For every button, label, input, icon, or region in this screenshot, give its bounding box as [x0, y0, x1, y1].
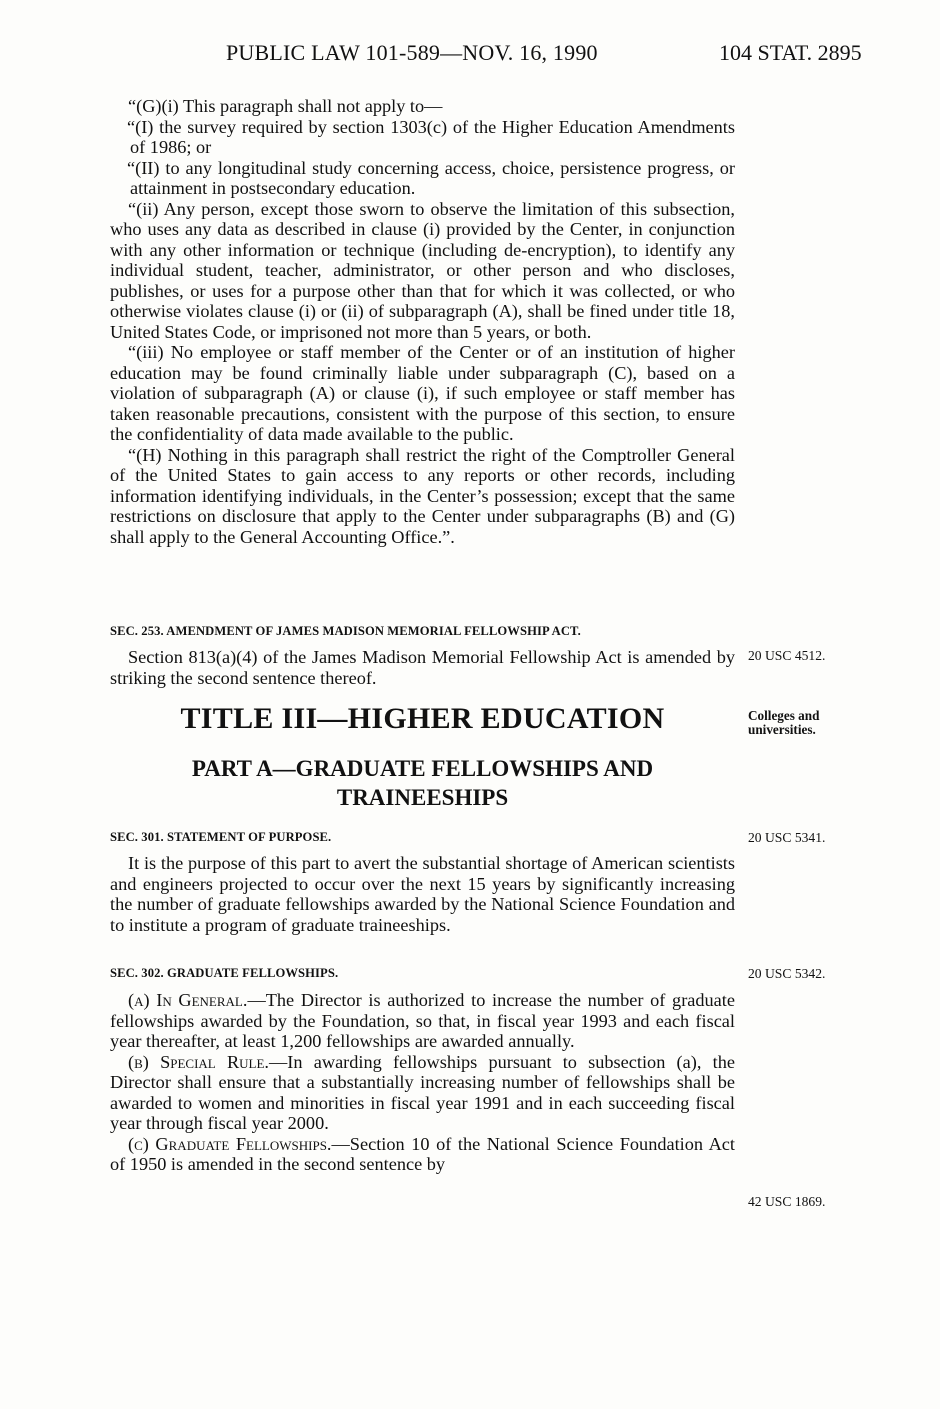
part-a-heading-line2: TRAINEESHIPS	[336, 785, 509, 810]
paragraph-g-i-II: “(II) to any longitudinal study concerning access, choice, persistence progress, or attainment in postsecondary education.	[127, 157, 735, 198]
margin-note-42-usc-1869: 42 USC 1869.	[748, 1194, 826, 1209]
running-header: PUBLIC LAW 101-589—NOV. 16, 1990	[226, 40, 598, 65]
paragraph-h: “(H) Nothing in this paragraph shall restrict the right of the Comptroller General of the United States to gain access to any reports or other records, including information identifying individuals, in the Center’s possession; except that the same restrictions on disclosure that apply to the Center under subparagraphs (B) and (G) shall apply to the General Accounting Office.”.	[110, 444, 735, 547]
section-302-b	[110, 1052, 735, 1134]
margin-note-colleges-line2: universities.	[748, 722, 816, 737]
text-block-paragraph-g	[110, 96, 735, 547]
section-253-text: Section 813(a)(4) of the James Madison Memorial Fellowship Act is amended by striking the second sentence thereof.	[110, 647, 735, 688]
paragraph-g-i-I: “(I) the survey required by section 1303(c) of the Higher Education Amendments of 1986; or	[127, 116, 735, 157]
margin-note-20-usc-5342: 20 USC 5342.	[748, 966, 826, 981]
section-301-text: It is the purpose of this part to avert the substantial shortage of American scientists and engineers projected to occur over the next 15 years by significantly increasing the number of graduate fellowships awarded by the National Science Foundation and to institute a program of graduate traineeships.	[110, 853, 735, 935]
margin-note-colleges	[748, 709, 819, 737]
title-iii-heading: TITLE III—HIGHER EDUCATION	[180, 702, 665, 735]
part-a-heading-line1: PART A—GRADUATE FELLOWSHIPS AND	[191, 756, 654, 781]
section-302-a	[110, 990, 735, 1052]
section-302-c	[110, 1134, 735, 1175]
section-302-a-text: —The Director is authorized to increase the number of graduate fellowships awarded by the Foundation, so that, in fiscal year 1993 and each fiscal year thereafter, at least 1,200 fellowships are awarded annually.	[110, 990, 735, 1051]
section-253-heading: SEC. 253. AMENDMENT OF JAMES MADISON MEMORIAL FELLOWSHIP ACT.	[110, 624, 581, 638]
section-302-b-label: (b) Special Rule.	[128, 1051, 270, 1072]
section-302-c-text: —Section 10 of the National Science Foundation Act of 1950 is amended in the second sentence by	[110, 1133, 736, 1174]
section-301-heading: SEC. 301. STATEMENT OF PURPOSE.	[110, 830, 332, 844]
paragraph-g-i: “(G)(i) This paragraph shall not apply to—	[128, 96, 443, 116]
section-302-a-label: (a) In General.	[128, 990, 248, 1010]
paragraph-g-ii: “(ii) Any person, except those sworn to observe the limitation of this subsection, who uses any data as described in clause (i) provided by the Center, in conjunction with any other information or technique (including de-encryption), to identify any individual student, teacher, administrator, or other person and who discloses, publishes, or uses for a purpose other than that for which it was collected, or who otherwise violates clause (i) or (ii) of subparagraph (A), shall be fined under title 18, United States Code, or imprisoned not more than 5 years, or both.	[110, 198, 735, 342]
section-302-c-label: (c) Graduate Fellowships.	[128, 1133, 332, 1154]
section-301-body	[110, 853, 735, 935]
section-302-heading: SEC. 302. GRADUATE FELLOWSHIPS.	[110, 966, 339, 980]
paragraph-g-iii: “(iii) No employee or staff member of the Center or of an institution of higher education may be found criminally liable under subparagraph (C), based on a violation of subparagraph (A) or clause (i), if such employee or staff member has taken reasonable precautions, consistent with the purpose of this section, to ensure the confidentiality of data made available to the public.	[110, 342, 735, 444]
section-302-body	[110, 990, 735, 1175]
part-a-heading	[110, 754, 735, 812]
section-253-body	[110, 647, 735, 688]
section-302-b-text: —In awarding fellowships pursuant to subsection (a), the Director shall ensure that a substantially increasing number of fellowships shall be awarded to women and minorities in fiscal year 1991 and in each succeeding fiscal year through fiscal year 2000.	[110, 1051, 735, 1133]
margin-note-colleges-line1: Colleges and	[748, 708, 820, 723]
page-number: 104 STAT. 2895	[719, 40, 862, 65]
margin-note-20-usc-4512: 20 USC 4512.	[748, 648, 826, 663]
margin-note-20-usc-5341: 20 USC 5341.	[748, 830, 826, 845]
